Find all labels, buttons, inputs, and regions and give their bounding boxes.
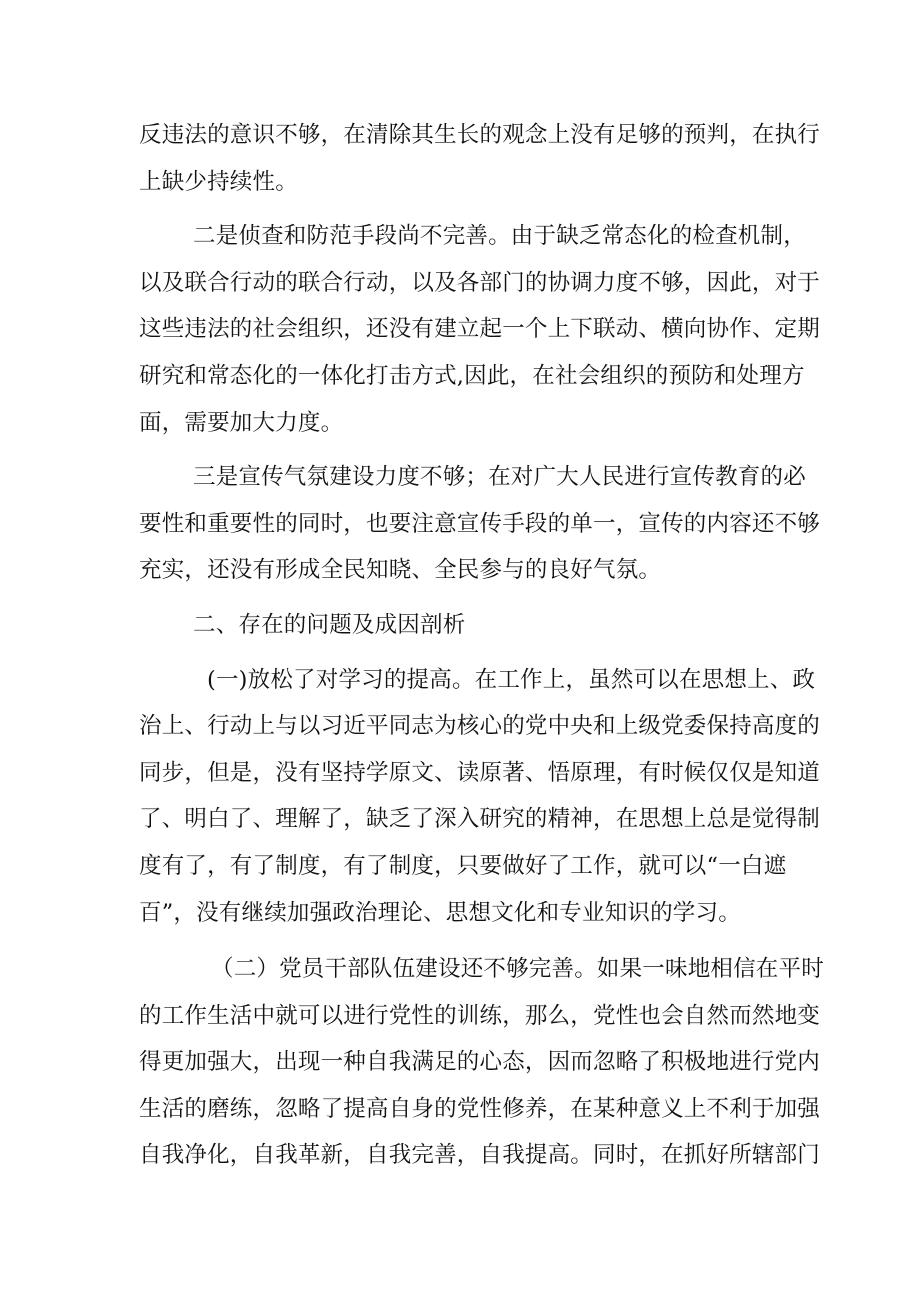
text-line: 了、明白了、理解了，缺乏了深入研究的精神，在思想上总是觉得制 [139, 806, 821, 833]
document-body [139, 112, 824, 1179]
text-line: 反违法的意识不够，在清除其生长的观念上没有足够的预判，在执行 [139, 122, 821, 148]
text-line: 得更加强大，出现一种自我满足的心态，因而忽略了积极地进行党内 [139, 1049, 821, 1076]
text-line: 同步，但是，没有坚持学原文、读原著、悟原理，有时候仅仅是知道 [139, 759, 821, 786]
text-line: 要性和重要性的同时，也要注意宣传手段的单一，宣传的内容还不够 [139, 510, 821, 537]
text-line: 的工作生活中就可以进行党性的训练，那么，党性也会自然而然地变 [139, 1002, 821, 1029]
text-line: 治上、行动上与以习近平同志为核心的党中央和上级党委保持高度的 [139, 713, 821, 740]
text-line: (一)放松了对学习的提高。在工作上，虽然可以在思想上、政 [207, 666, 816, 693]
text-line: 以及联合行动的联合行动，以及各部门的协调力度不够，因此，对于 [139, 269, 821, 296]
text-line: 三是宣传气氛建设力度不够；在对广大人民进行宣传教育的必 [193, 464, 806, 491]
text-line: 面，需要加大力度。 [139, 409, 344, 436]
text-line: （二）党员干部队伍建设还不够完善。如果一味地相信在平时 [211, 956, 824, 983]
section-heading: 二、存在的问题及成因剖析 [193, 611, 466, 638]
text-line: 二是侦查和防范手段尚不完善。由于缺乏常态化的检查机制， [193, 223, 806, 250]
text-line: 上缺少持续性。 [139, 168, 298, 195]
text-line: 百”，没有继续加强政治理论、思想文化和专业知识的学习。 [139, 899, 741, 926]
text-line: 度有了，有了制度，有了制度，只要做好了工作，就可以“一白遮 [139, 852, 787, 879]
text-line: 充实，还没有形成全民知晓、全民参与的良好气氛。 [139, 557, 662, 584]
text-line: 这些违法的社会组织，还没有建立起一个上下联动、横向协作、定期 [139, 316, 821, 343]
text-line: 自我净化，自我革新，自我完善，自我提高。同时，在抓好所辖部门 [139, 1142, 821, 1169]
text-line: 生活的磨练，忽略了提高自身的党性修养，在某种意义上不利于加强 [139, 1095, 821, 1122]
text-line: 研究和常态化的一体化打击方式,因此，在社会组织的预防和处理方 [139, 362, 805, 389]
